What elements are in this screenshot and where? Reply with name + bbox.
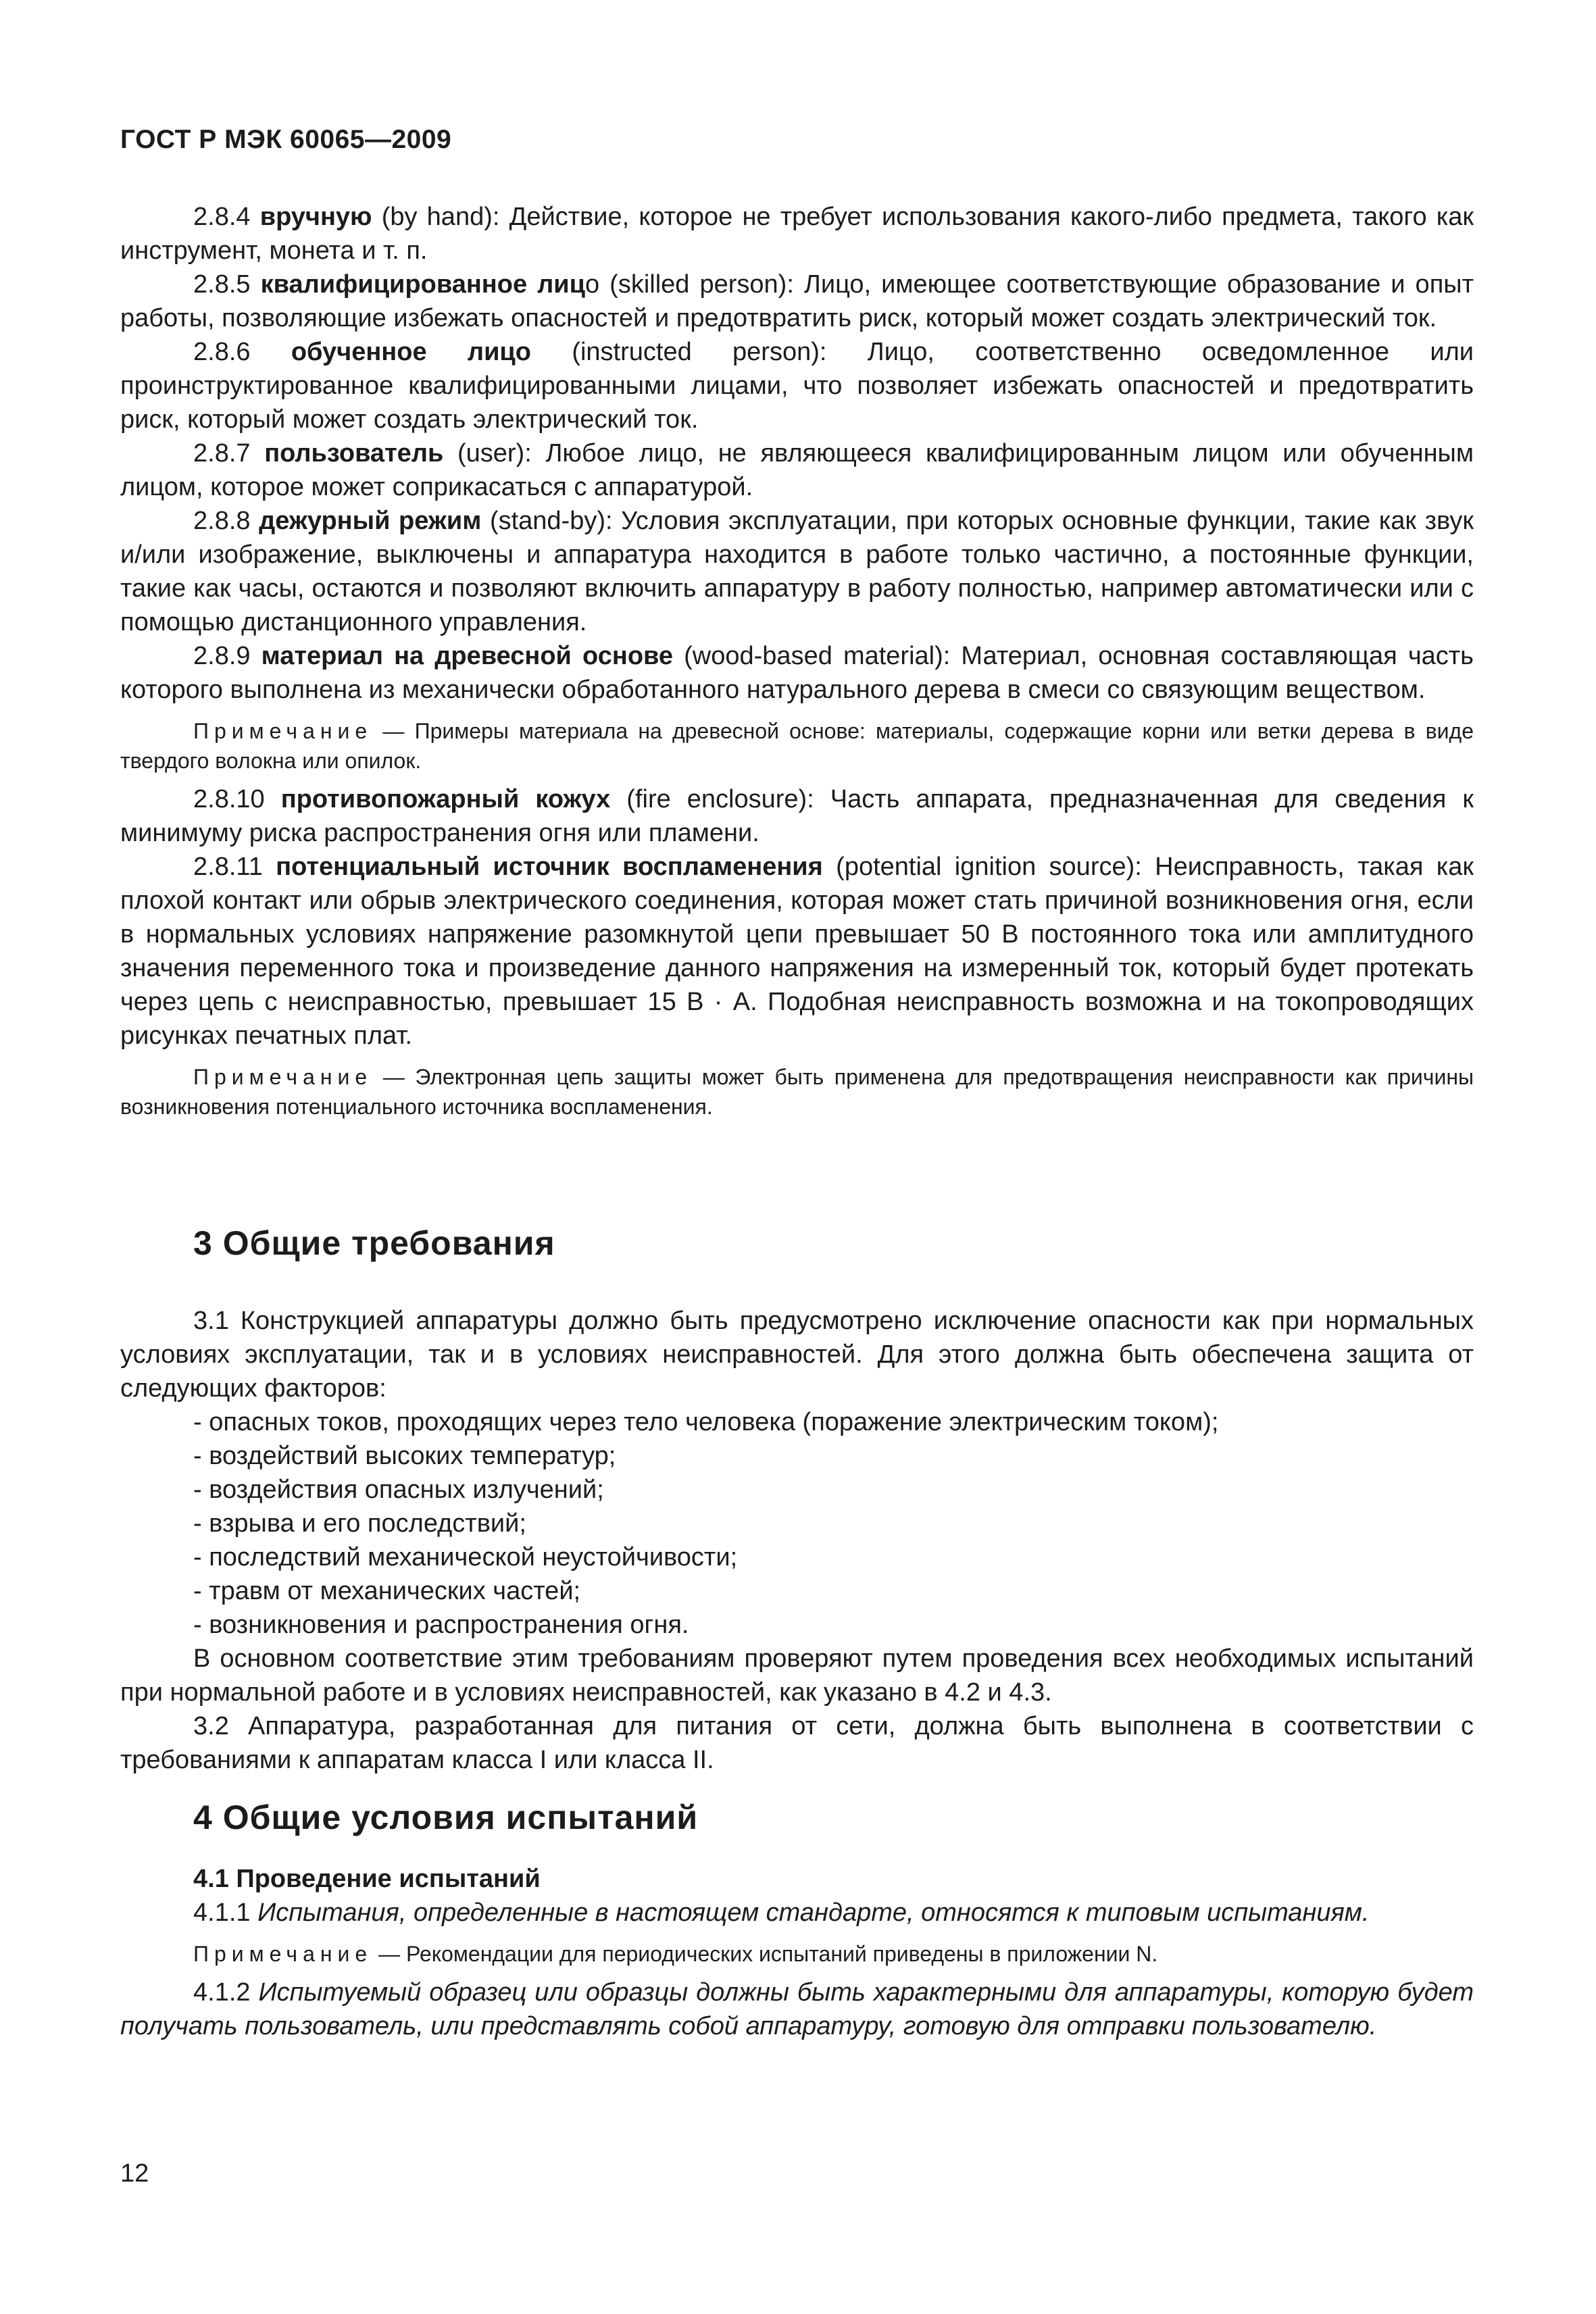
definition-2-8-9: 2.8.9 материал на древесной основе (wood-based material): Материал, основная составляющая часть которого выполнена из механически обработанного натурального дерева в смеси со связующим веществом.: [120, 642, 1474, 704]
list-item: - травм от механических частей;: [193, 1577, 581, 1605]
definition-2-8-10: 2.8.10 противопожарный кожух (fire enclosure): Часть аппарата, предназначенная для сведения к минимуму риска распространения огня или пламени.: [120, 785, 1474, 847]
body-text: [120, 200, 1474, 1128]
list-item: - воздействий высоких температур;: [193, 1442, 616, 1470]
subsection-4-1-heading: 4.1 Проведение испытаний: [193, 1865, 541, 1893]
paragraph-4-1-2: 4.1.2 Испытуемый образец или образцы должны быть характерными для аппаратуры, которую будет получать пользователь, или представлять собой аппаратуру, готовую для отправки пользователю.: [120, 1978, 1474, 2040]
list-item: - возникновения и распространения огня.: [193, 1611, 689, 1639]
list-item: - воздействия опасных излучений;: [193, 1476, 604, 1504]
definition-2-8-5: 2.8.5 квалифицированное лицо (skilled person): Лицо, имеющее соответствующие образование и опыт работы, позволяющие избежать опасностей и предотвратить риск, который может создать электрический ток.: [120, 270, 1474, 332]
section-3-1-paragraph: 3.1 Конструкцией аппаратуры должно быть предусмотрено исключение опасности как при нормальных условиях эксплуатации, так и в условиях неисправностей. Для этого должна быть обеспечена защита от следующих факторов:: [120, 1307, 1474, 1403]
paragraph-4-1-1: 4.1.1 Испытания, определенные в настоящем стандарте, относятся к типовым испытаниям.: [193, 1898, 1370, 1927]
section-3-2-paragraph: 3.2 Аппаратура, разработанная для питания от сети, должна быть выполнена в соответствии с требованиями к аппаратам класса I или класса II.: [120, 1712, 1474, 1774]
definition-2-8-7: 2.8.7 пользователь (user): Любое лицо, не являющееся квалифицированным лицом или обученным лицом, которое может соприкасаться с аппаратурой.: [120, 439, 1474, 501]
note-wood-material: Примечание — Примеры материала на древесной основе: материалы, содержащие корни или ветки дерева в виде твердого волокна или опилок.: [120, 719, 1474, 773]
definition-2-8-6: 2.8.6 обученное лицо (instructed person): Лицо, соответственно осведомленное или проинструктированное квалифицированными лицами, что позволяет избежать опасностей и предотвратить риск, который может создать электрический ток.: [120, 338, 1474, 434]
section-4: [120, 1797, 1474, 2043]
section-4-heading: 4 Общие условия испытаний: [193, 1799, 699, 1836]
document-header: ГОСТ Р МЭК 60065—2009: [120, 125, 452, 154]
page-number: 12: [120, 2159, 149, 2188]
note-protection-circuit: Примечание — Электронная цепь защиты может быть применена для предотвращения неисправности как причины возникновения потенциального источника воспламенения.: [120, 1065, 1474, 1119]
definition-2-8-4: 2.8.4 вручную (by hand): Действие, которое не требует использования какого-либо предмета, такого как инструмент, монета и т. п.: [120, 203, 1474, 265]
list-item: - последствий механической неустойчивости;: [193, 1543, 738, 1571]
section-3: [120, 1223, 1474, 1777]
section-3-heading: 3 Общие требования: [193, 1224, 555, 1262]
list-item: - взрыва и его последствий;: [193, 1509, 526, 1538]
verification-paragraph: В основном соответствие этим требованиям проверяют путем проведения всех необходимых испытаний при нормальной работе и в условиях неисправностей, как указано в 4.2 и 4.3.: [120, 1644, 1474, 1707]
note-periodic-tests: Примечание — Рекомендации для периодических испытаний приведены в приложении N.: [193, 1942, 1158, 1966]
definition-2-8-8: 2.8.8 дежурный режим (stand-by): Условия эксплуатации, при которых основные функции, такие как звук и/или изображение, выключены и аппаратура находится в работе только частично, а постоянные функции, такие как часы, остаются и позволяют включить аппаратуру в работу полностью, например автоматически или с помощью дистанционного управления.: [120, 507, 1474, 636]
hazard-list: [120, 1405, 1474, 1642]
definition-2-8-11: 2.8.11 потенциальный источник воспламенения (potential ignition source): Неисправность, такая как плохой контакт или обрыв электрического соединения, которая может стать причиной возникновения огня, если в нормальных условиях напряжение разомкнутой цепи превышает 50 В постоянного тока или амплитудного значения переменного тока и произведение данного напряжения на измеренный ток, который будет протекать через цепь с неисправностью, превышает 15 В · А. Подобная неисправность возможна и на токопроводящих рисунках печатных плат.: [120, 853, 1474, 1050]
list-item: - опасных токов, проходящих через тело человека (поражение электрическим током);: [193, 1408, 1219, 1436]
